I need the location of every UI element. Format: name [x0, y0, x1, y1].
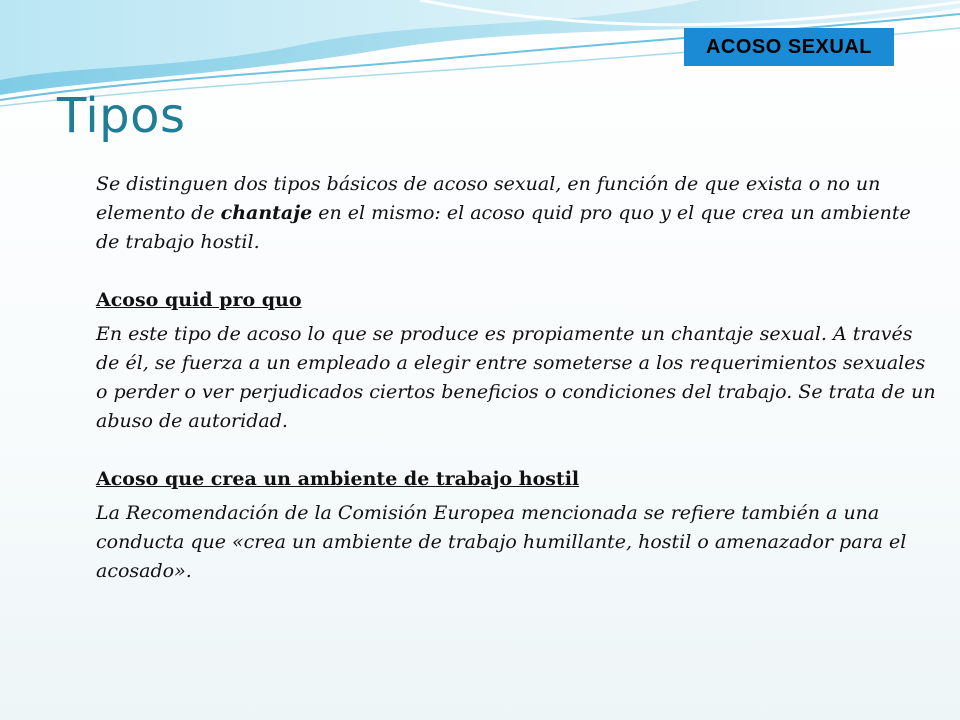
spacer — [96, 257, 936, 286]
section-body-hostile-environment: La Recomendación de la Comisión Europea mencionada se refiere también a una conducta que «crea un ambiente de trabajo humillante, hostil o amenazador para el acosado». — [96, 502, 907, 582]
section-heading-hostile-environment: Acoso que crea un ambiente de trabajo hostil — [96, 468, 580, 490]
spacer — [96, 436, 936, 465]
intro-paragraph — [96, 170, 936, 257]
topic-badge: ACOSO SEXUAL — [684, 28, 894, 66]
section-heading-quid-pro-quo: Acoso quid pro quo — [96, 289, 302, 311]
slide-title: Tipos — [57, 88, 186, 144]
slide-content — [96, 170, 936, 586]
section-body-quid-pro-quo: En este tipo de acoso lo que se produce es propiamente un chantaje sexual. A través de él, se fuerza a un empleado a elegir entre someterse a los requerimientos sexuales o perder o ver perjudicados ciertos beneficios o condiciones del trabajo. Se trata de un abuso de autoridad. — [96, 323, 936, 432]
intro-text-after: en el mismo: el acoso quid pro quo y el que crea un ambiente de trabajo hostil. — [96, 202, 911, 253]
intro-text-before: Se distinguen dos tipos básicos de acoso sexual, en función de que exista o no un elemento de — [96, 173, 881, 224]
intro-emphasis: chantaje — [220, 202, 313, 224]
